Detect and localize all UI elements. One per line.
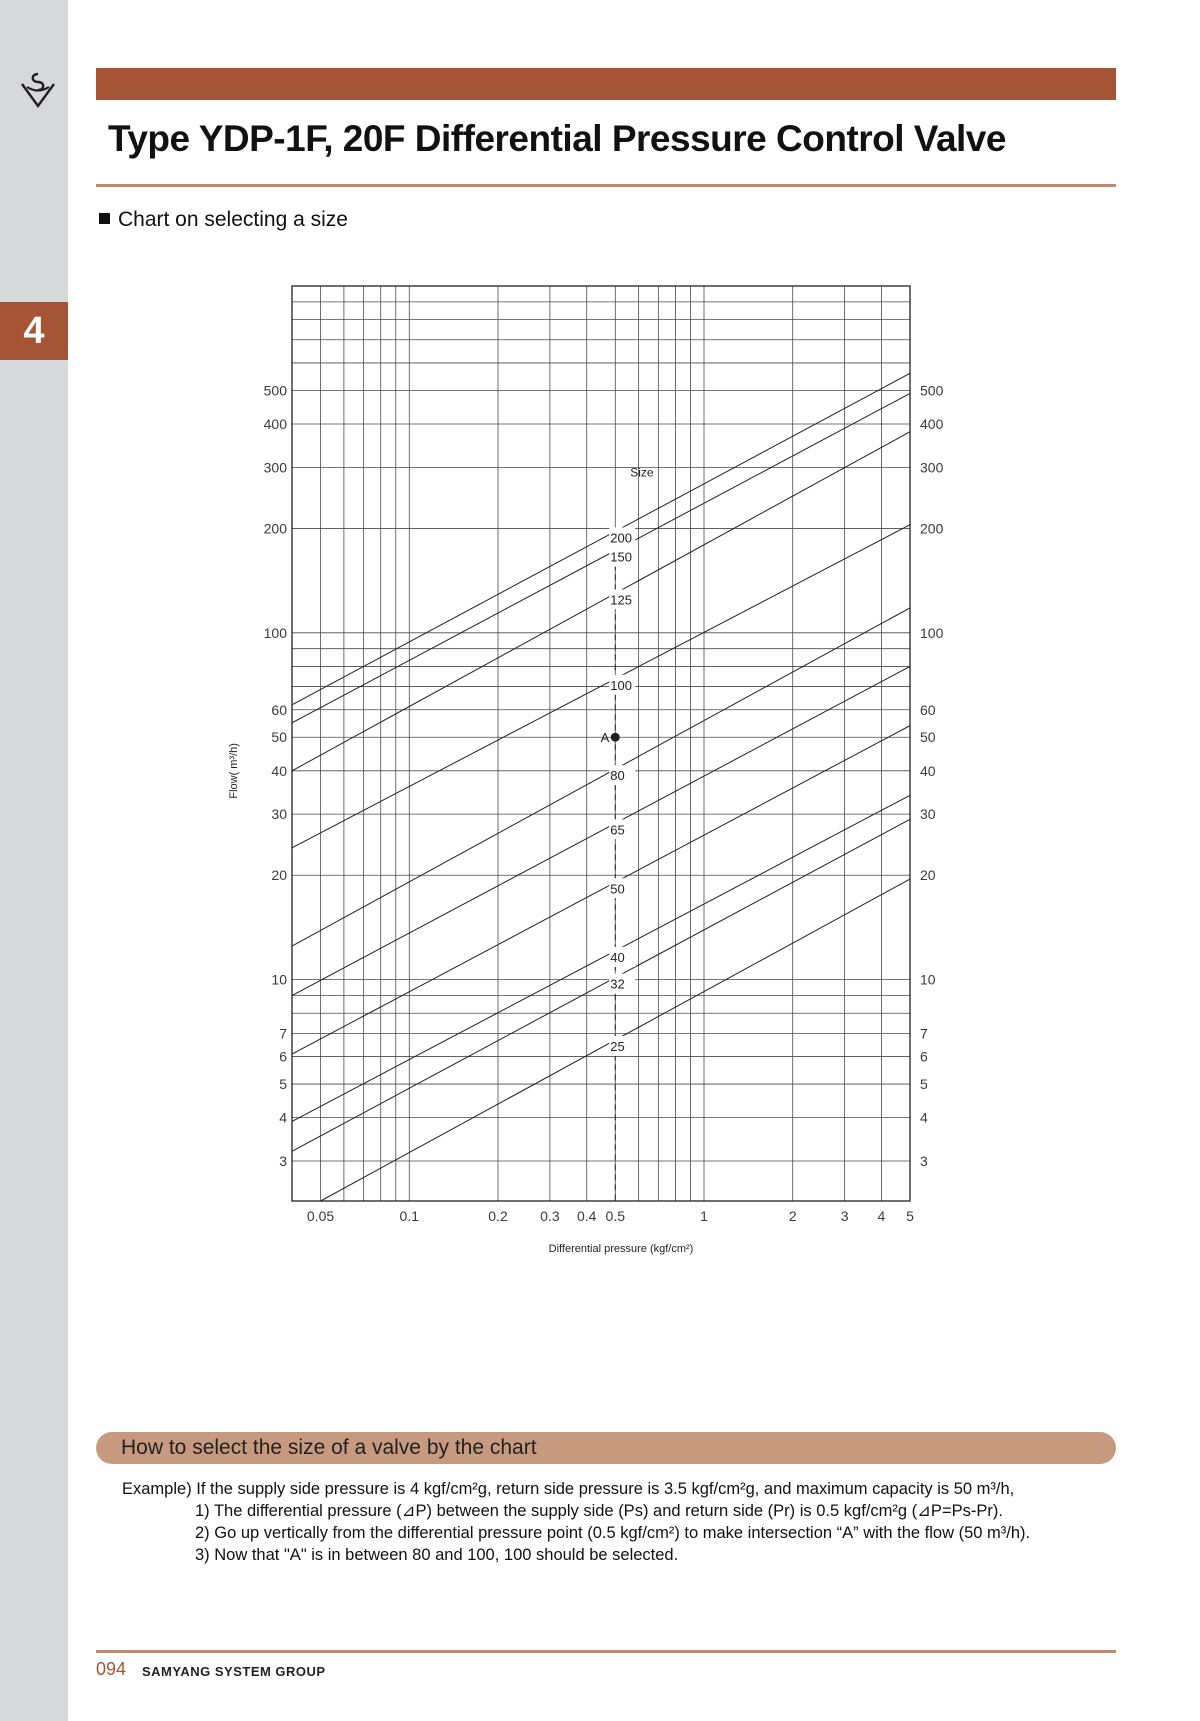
series-label-25: 25 [610, 1039, 625, 1055]
x-tick-label: 0.2 [488, 1208, 508, 1224]
x-tick-label: 0.4 [576, 1208, 597, 1224]
y-tick-label-right: 5 [920, 1076, 928, 1093]
x-tick-label: 1 [700, 1208, 708, 1224]
series-label-125: 125 [610, 592, 632, 608]
series-label-150: 150 [610, 549, 632, 565]
example-step-1: 1) The differential pressure (⊿P) between the supply side (Ps) and return side (Pr) is 0.5 kgf/cm²g (⊿P=Ps-Pr). [195, 1502, 1003, 1520]
section-heading-text: Chart on selecting a size [118, 208, 348, 231]
y-tick-label-right: 6 [920, 1048, 928, 1065]
y-tick-label-left: 20 [271, 867, 287, 884]
series-line-125 [292, 432, 910, 771]
y-tick-label-right: 200 [920, 520, 944, 537]
series-line-32 [292, 819, 910, 1151]
company-name: SAMYANG SYSTEM GROUP [142, 1664, 326, 1679]
y-tick-label-left: 3 [279, 1152, 287, 1169]
x-tick-label: 5 [906, 1208, 914, 1224]
y-tick-label-right: 400 [920, 416, 944, 433]
example-text [122, 1478, 1030, 1566]
size-label: Size [630, 465, 654, 480]
page-number: 094 [96, 1659, 127, 1679]
y-tick-label-right: 30 [920, 806, 936, 823]
y-axis-label: Flow( m³/h) [228, 743, 240, 799]
y-tick-label-right: 7 [920, 1025, 928, 1042]
series-label-100: 100 [610, 677, 632, 693]
x-tick-label: 0.5 [605, 1208, 626, 1224]
series-label-80: 80 [610, 768, 625, 784]
x-axis-label: Differential pressure (kgf/cm²) [548, 1243, 694, 1255]
series-lines [292, 373, 910, 1201]
series-line-80 [292, 608, 910, 946]
y-tick-label-left: 6 [279, 1048, 287, 1065]
y-tick-labels-right [920, 382, 944, 1169]
example-step-3: 3) Now that "A" is in between 80 and 100, 100 should be selected. [195, 1546, 679, 1564]
example-step-2: 2) Go up vertically from the differential pressure point (0.5 kgf/cm²) to make intersection “A” with the flow (50 m³/h). [195, 1524, 1031, 1542]
y-tick-label-left: 4 [279, 1109, 287, 1126]
y-tick-label-left: 40 [271, 762, 287, 779]
x-tick-label: 0.05 [306, 1208, 335, 1224]
y-tick-label-right: 500 [920, 382, 944, 399]
y-tick-label-right: 300 [920, 459, 944, 476]
point-a-marker [611, 733, 620, 742]
y-tick-label-left: 7 [279, 1025, 287, 1042]
x-tick-label: 2 [788, 1208, 797, 1224]
series-label-200: 200 [610, 530, 632, 546]
point-a-label: A [600, 730, 610, 746]
footer-rule [96, 1650, 1116, 1653]
x-tick-label: 0.3 [540, 1208, 560, 1224]
series-line-65 [292, 666, 910, 995]
y-tick-label-left: 60 [271, 701, 287, 718]
series-line-40 [292, 795, 910, 1121]
y-tick-label-right: 3 [920, 1152, 928, 1169]
y-tick-label-right: 10 [920, 971, 936, 988]
y-tick-labels-left [264, 382, 288, 1169]
series-label-32: 32 [610, 976, 625, 992]
x-tick-label: 3 [840, 1208, 849, 1224]
y-tick-label-right: 60 [920, 701, 936, 718]
y-tick-label-left: 500 [263, 382, 287, 399]
x-tick-label: 4 [877, 1208, 886, 1224]
y-tick-label-right: 20 [920, 867, 936, 884]
page-title: Type YDP-1F, 20F Differential Pressure Control Valve [108, 118, 1006, 159]
y-tick-label-right: 40 [920, 762, 936, 779]
example-intro: Example) If the supply side pressure is 4 kgf/cm²g, return side pressure is 3.5 kgf/cm²g, and maximum capacity is 50 m³/h, [122, 1480, 1015, 1498]
x-tick-label: 0.1 [399, 1208, 420, 1224]
series-line-50 [292, 726, 910, 1054]
y-tick-label-left: 50 [271, 729, 287, 746]
howto-title: How to select the size of a valve by the chart [121, 1436, 537, 1459]
y-tick-label-left: 30 [271, 806, 287, 823]
y-tick-label-left: 10 [271, 971, 287, 988]
y-tick-label-right: 100 [920, 624, 944, 641]
series-label-65: 65 [610, 822, 625, 838]
y-tick-label-left: 5 [279, 1076, 287, 1093]
series-label-50: 50 [610, 881, 625, 897]
y-tick-label-right: 50 [920, 729, 936, 746]
y-tick-label-right: 4 [920, 1109, 928, 1126]
series-line-200 [292, 373, 910, 704]
y-tick-label-left: 300 [263, 459, 287, 476]
y-tick-label-left: 100 [263, 624, 287, 641]
y-tick-label-left: 400 [263, 416, 287, 433]
x-tick-labels [307, 1208, 914, 1224]
chapter-tab: 4 [0, 302, 68, 360]
y-tick-label-left: 200 [263, 520, 287, 537]
series-label-40: 40 [610, 949, 625, 965]
series-labels [609, 527, 635, 1056]
series-line-150 [292, 393, 910, 722]
